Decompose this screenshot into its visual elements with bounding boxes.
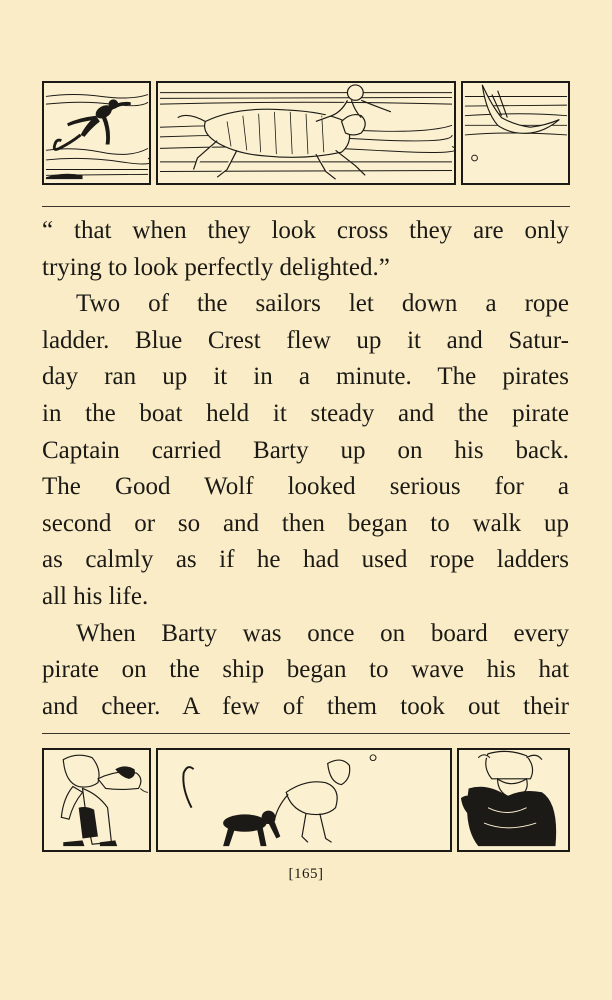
text-line: in the boat held it steady and the pirate [42,399,569,427]
pirate-illustration [42,748,151,852]
text-line: Two of the sailors let down a rope [76,290,569,318]
page-text [42,213,569,725]
bottom-divider-rule [42,733,570,734]
bottom-illustration-strip [42,748,570,856]
monkey-and-pirate-bowing-illustration [156,748,452,852]
text-line: as calmly as if he had used rope ladders [42,546,569,574]
text-line: When Barty was once on board every [76,619,569,647]
text-line: day ran up it in a minute. The pirates [42,363,569,391]
page-number: [165] [288,866,324,882]
text-line: ladder. Blue Crest flew up it and Satur- [42,326,569,354]
text-line: and cheer. A few of them took out their [42,692,569,720]
text-line: all his life. [42,582,149,610]
monkey-leaping-illustration [42,81,151,185]
text-line: “ that when they look cross they are only [42,217,569,244]
pirate-with-horned-hat-illustration [457,748,570,852]
wolf-and-child-running-illustration [156,81,456,185]
text-line: trying to look perfectly delighted.” [42,253,390,281]
top-illustration-strip [42,81,570,189]
bird-flying-illustration [461,81,570,185]
top-divider-rule [42,206,570,207]
text-line: pirate on the ship began to wave his hat [42,656,569,684]
text-line: Captain carried Barty up on his back. [42,436,569,464]
text-line: second or so and then began to walk up [42,509,569,537]
text-line: The Good Wolf looked serious for a [42,473,569,501]
